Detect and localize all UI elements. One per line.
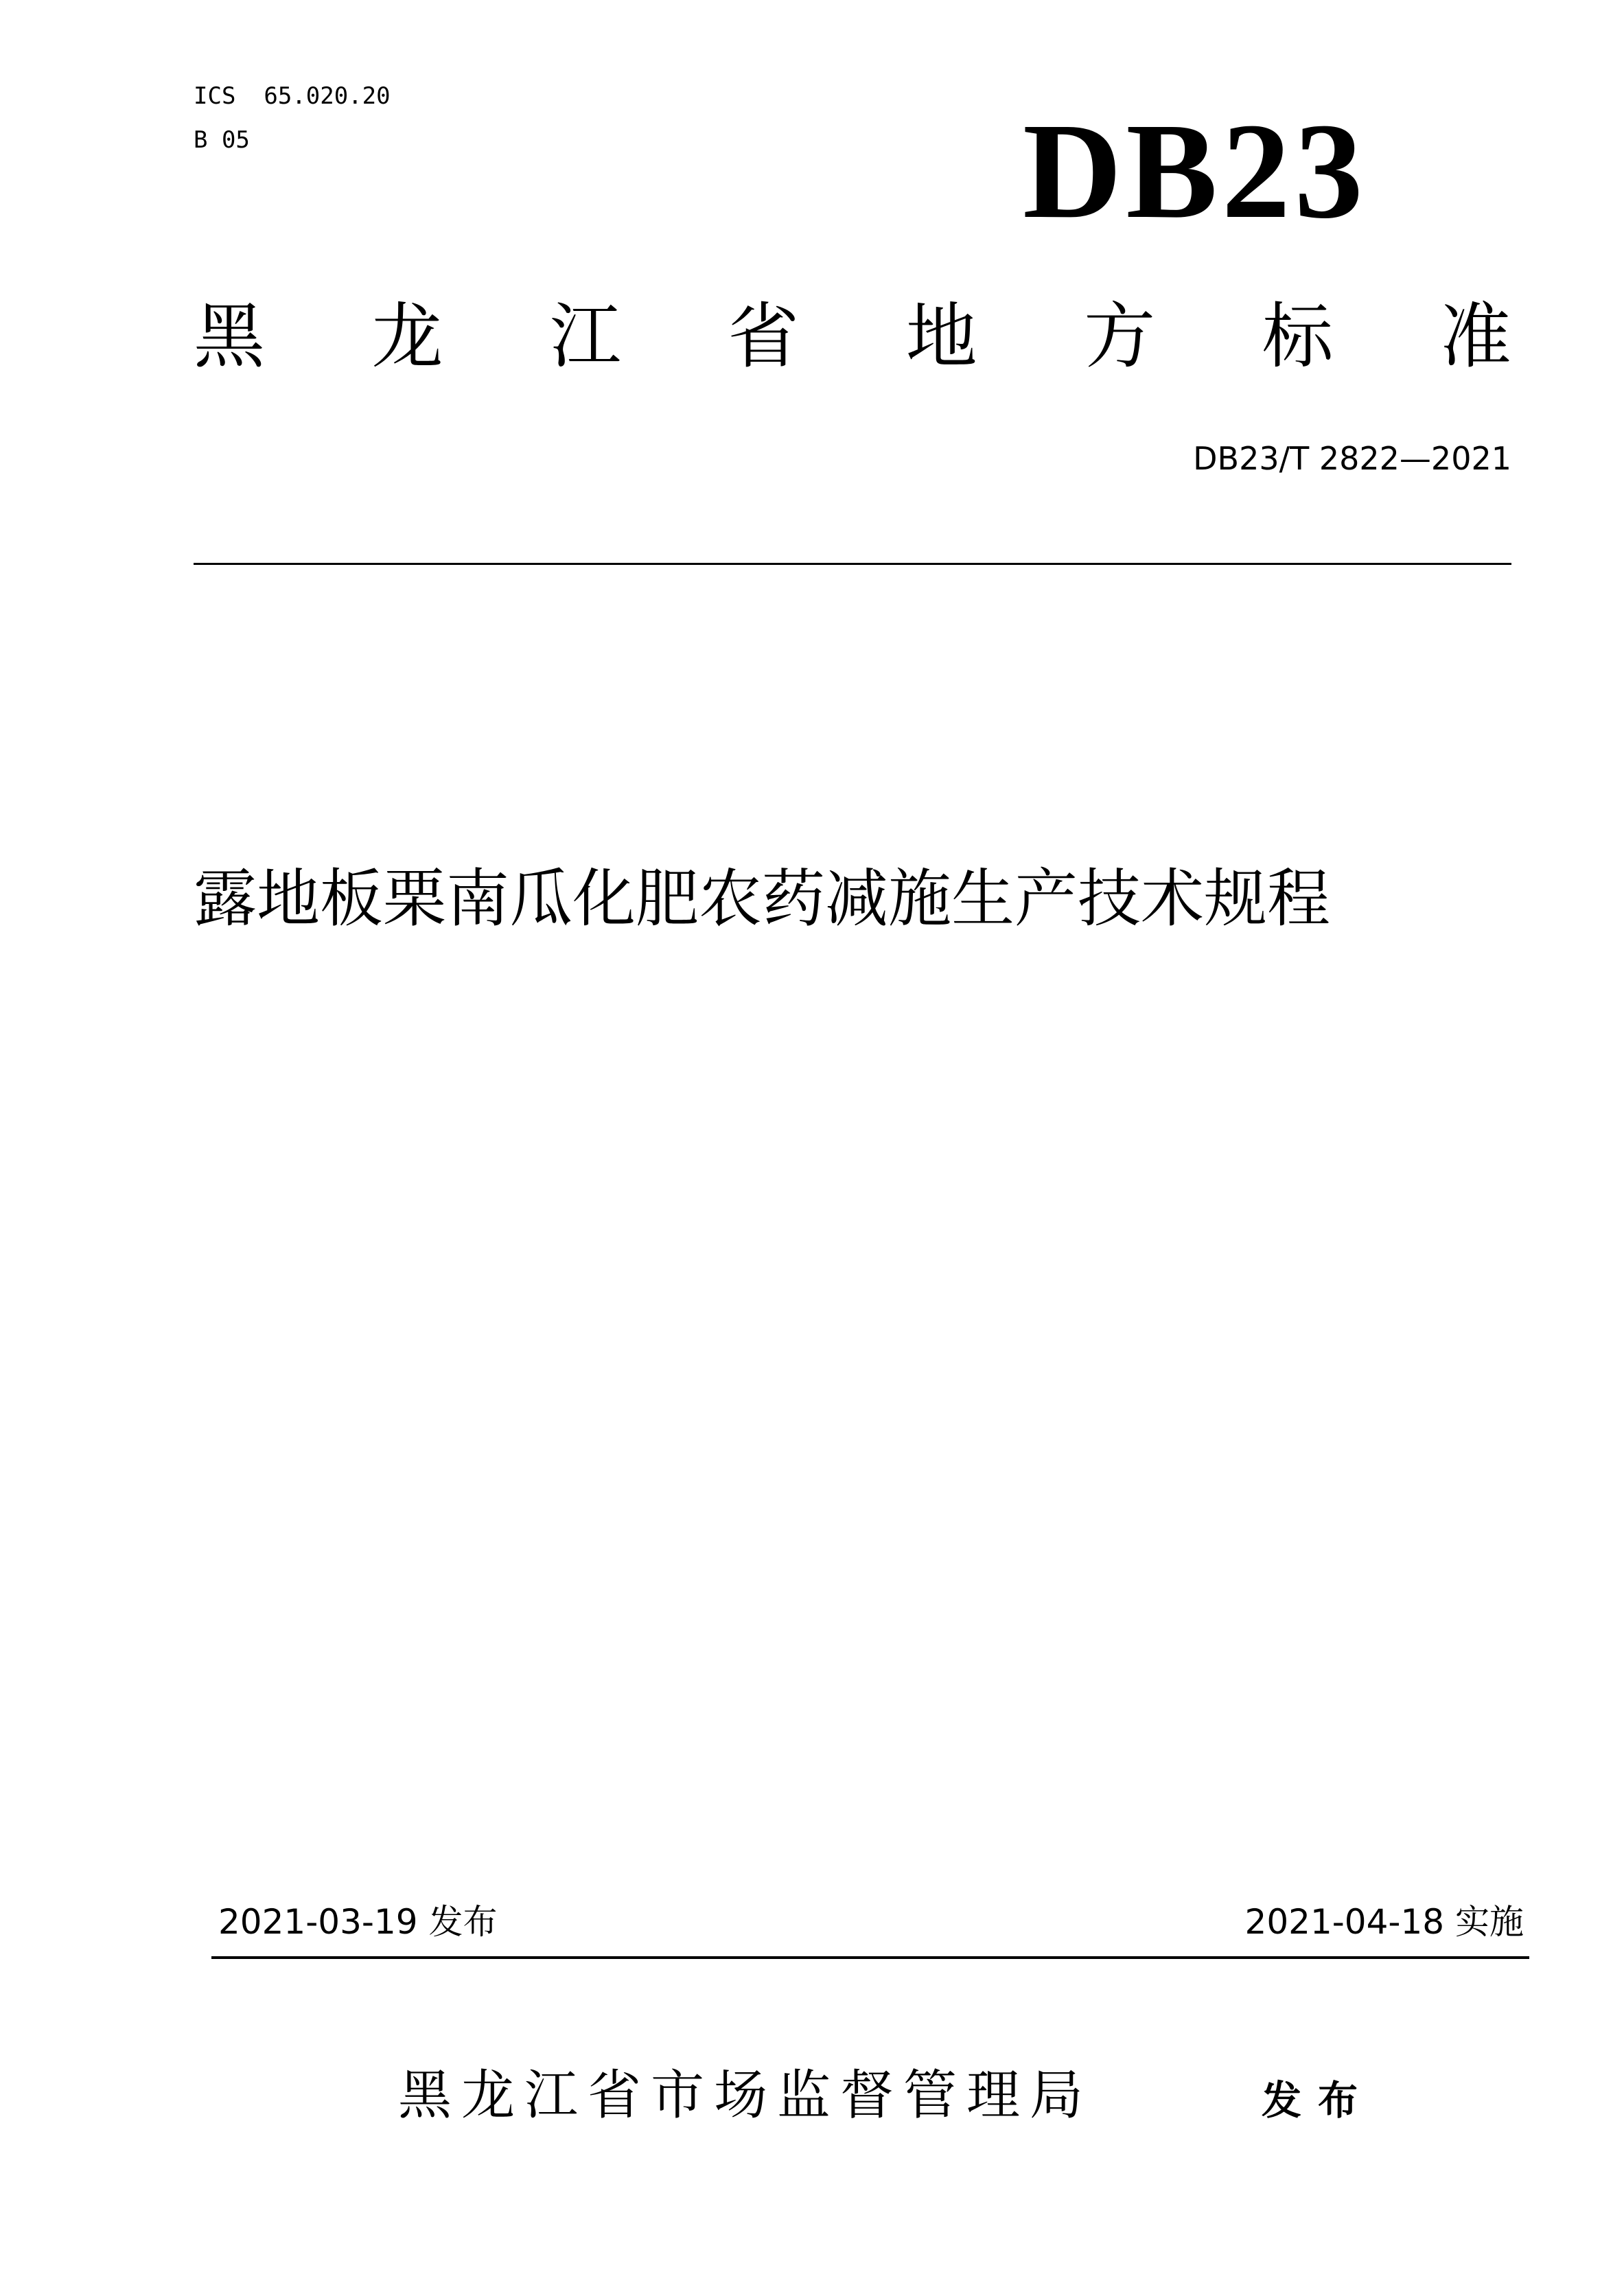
top-divider <box>194 563 1511 565</box>
standard-badge: DB23 <box>1023 95 1367 247</box>
standard-type-char: 黑 <box>194 294 266 378</box>
standard-type-char: 标 <box>1262 294 1334 378</box>
standard-number: DB23/T 2822—2021 <box>1193 440 1511 477</box>
ics-code: ICS 65.020.20 <box>194 82 391 110</box>
standard-type-char: 江 <box>549 294 621 378</box>
implementation-date: 2021-04-18 实施 <box>1244 1902 1524 1942</box>
bottom-divider <box>211 1956 1529 1959</box>
publish-label: 发布 <box>1262 2077 1375 2124</box>
issuing-authority: 黑龙江省市场监督管理局 <box>398 2065 1093 2126</box>
standard-type-char: 方 <box>1084 294 1156 378</box>
issue-date: 2021-03-19 发布 <box>218 1902 498 1942</box>
standard-type-char: 省 <box>728 294 800 378</box>
standard-type-char: 龙 <box>371 294 443 378</box>
standard-type-heading <box>194 295 1511 378</box>
standard-type-char: 准 <box>1439 294 1511 378</box>
standard-type-char: 地 <box>905 294 977 378</box>
document-title: 露地板栗南瓜化肥农药减施生产技术规程 <box>194 862 1331 936</box>
ccs-code: B 05 <box>194 126 250 154</box>
